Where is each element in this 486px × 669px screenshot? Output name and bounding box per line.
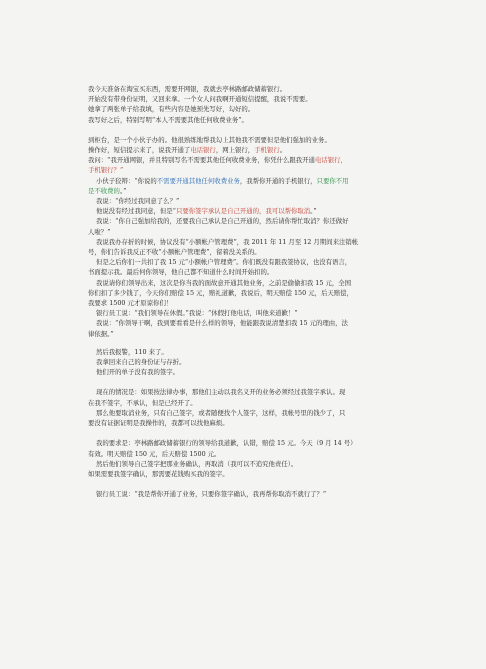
paragraph: 然后我报警，110 来了。 xyxy=(96,347,168,356)
text-run: ，网上银行， xyxy=(215,146,255,155)
highlight-phone-banking: 电话银行， xyxy=(314,156,347,165)
paragraph: 书面提示我。最后何你领导，他自己都不知道什么时间开始扣的。 xyxy=(88,268,274,277)
highlight-no-fee-services: 不需要开通其他任何收费业务 xyxy=(156,176,240,185)
paragraph xyxy=(88,186,414,196)
spacer xyxy=(88,428,414,438)
text-run: 。” xyxy=(310,207,317,216)
paragraph: 我说：“你经过我同意了么？” xyxy=(96,197,180,206)
paragraph: 但是之后你们一共扣了我 15 元“小额帐户管理费”。你们既没有跟我签协议，也没有语言， xyxy=(96,258,352,267)
paragraph: 有效。明天赔偿 150 元，后天赔偿 1500 元。 xyxy=(88,449,221,458)
text-run: 。” xyxy=(119,186,127,195)
paragraph xyxy=(88,206,414,216)
highlight-mobile-banking: 手机银行 xyxy=(254,146,280,155)
text-run: 他说没有经过我同意，但是“ xyxy=(96,207,176,216)
paragraph: 你们扣了多少钱了，今天你们赔偿 15 元，赔礼道歉，我说后，明天赔偿 150 元，后天赔偿， xyxy=(88,288,353,297)
paragraph: 律依据。” xyxy=(88,329,114,338)
paragraph: 现在的情况是：如果按法律办事，那他们主动以我名义开的业务必须经过我签字承认。现 xyxy=(96,388,346,397)
paragraph: 他们开的单子没有我的签字。 xyxy=(96,368,180,377)
paragraph xyxy=(88,165,414,175)
paragraph: 要没有证据证明是我操作的，我都可以找他麻烦。 xyxy=(88,419,229,428)
paragraph: 到柜台，是一个小伙子办的。他很熟练地帮我勾上其他我不需要但是他们强加的业务。 xyxy=(88,135,331,144)
text-run: 操作好，短信提示来了，说我开通了 xyxy=(88,146,191,155)
paragraph: 我今天准备在淘宝买东西，需要开网银，我就去亭林路邮政储蓄银行。 xyxy=(88,85,287,93)
spacer xyxy=(88,479,414,489)
paragraph: 如果需要我签字确认，那需要花钱购买我的签字。 xyxy=(88,469,229,478)
highlight-phone-banking: 电话银行 xyxy=(190,146,216,155)
paragraph: 我写好之后，特别写明“本人不需要其他任何收费业务”。 xyxy=(88,115,248,124)
text-run: ，我帮你开通的手机银行， xyxy=(239,176,317,185)
paragraph: 开始没有带身份证明，又回来拿。一个女人问我啊开通短信提醒，我说不需要。 xyxy=(88,95,312,104)
paragraph xyxy=(88,145,414,155)
highlight-sign-to-cancel: 只要你签字承认是自己开通的，我可以帮你取消 xyxy=(175,207,311,216)
paragraph: 人啦？” xyxy=(88,227,111,236)
paragraph xyxy=(88,176,414,186)
highlight-free-if-unused: 只要你不用 xyxy=(316,176,349,185)
spacer xyxy=(88,125,414,135)
highlight-mobile-banking: 手机银行？” xyxy=(88,166,124,175)
text-run: 。 xyxy=(279,146,287,155)
paragraph: 我的要求是：亭林路邮政储蓄银行的领导给我道歉，认错，赔偿 15 元。今天（9 月 14 号） xyxy=(96,439,357,448)
paragraph xyxy=(88,155,414,165)
paragraph: 我拿回来自己的身份证与存折。 xyxy=(96,358,186,367)
text-run: 小伙子狡辩：“你说的 xyxy=(96,176,157,185)
paragraph: 我要求 1500 元才原谅你们！ xyxy=(88,299,173,308)
paragraph: 银行员工说：“我们领导在休假。”我说：“休假打他电话，叫他来道歉！” xyxy=(96,309,298,318)
paragraph: 银行员工说：“我是帮你开通了业务，只要你签字确认，我再帮你取消不就行了？” xyxy=(96,490,327,499)
paragraph: 然后他们领导自己签字把那业务确认，再取消（我可以不追究他责任）。 xyxy=(96,459,298,468)
text-run: 我问：“我开通网银，并且特别写名不需要其他任何收费业务，你凭什么跟我开通 xyxy=(88,156,315,165)
paragraph: 那么他要取消业务，只有自己签字，或者随便找个人签字，这样，我帐号里的钱少了，只 xyxy=(96,408,346,417)
paragraph: 我说：“你自己强加给我的，还要我自己承认是自己开通的，然后请你帮忙取消？你还做好 xyxy=(96,217,349,226)
paragraph: 我说：“你领导干啊，我到要看看是什么样的领导，他能跟我说清楚扣我 15 元的理由，法 xyxy=(96,319,348,328)
spacer xyxy=(88,339,414,347)
paragraph: 我说我办存折的时候，协议没有“小额帐户管理费”，我 2011 年 11 月至 12 月期间来注销帐 xyxy=(96,237,359,246)
paragraph: 她拿了两张单子给我填，有些内容是她预先写好，勾好的。 xyxy=(88,105,255,114)
paragraph: 在我不签字，不承认，但是已经开了。 xyxy=(88,398,197,407)
spacer xyxy=(88,377,414,387)
highlight-free-if-unused: 是不收费的 xyxy=(88,186,120,195)
paragraph: 我说请你们领导出来，这次是你当我的面故意开通其他业务，之前是偷偷扣我 15 元，全国 xyxy=(96,278,352,287)
document-body xyxy=(88,84,414,499)
paragraph: 号，你们告诉我反正不收“小额帐户管理费”，留着没关系的。 xyxy=(88,248,261,257)
